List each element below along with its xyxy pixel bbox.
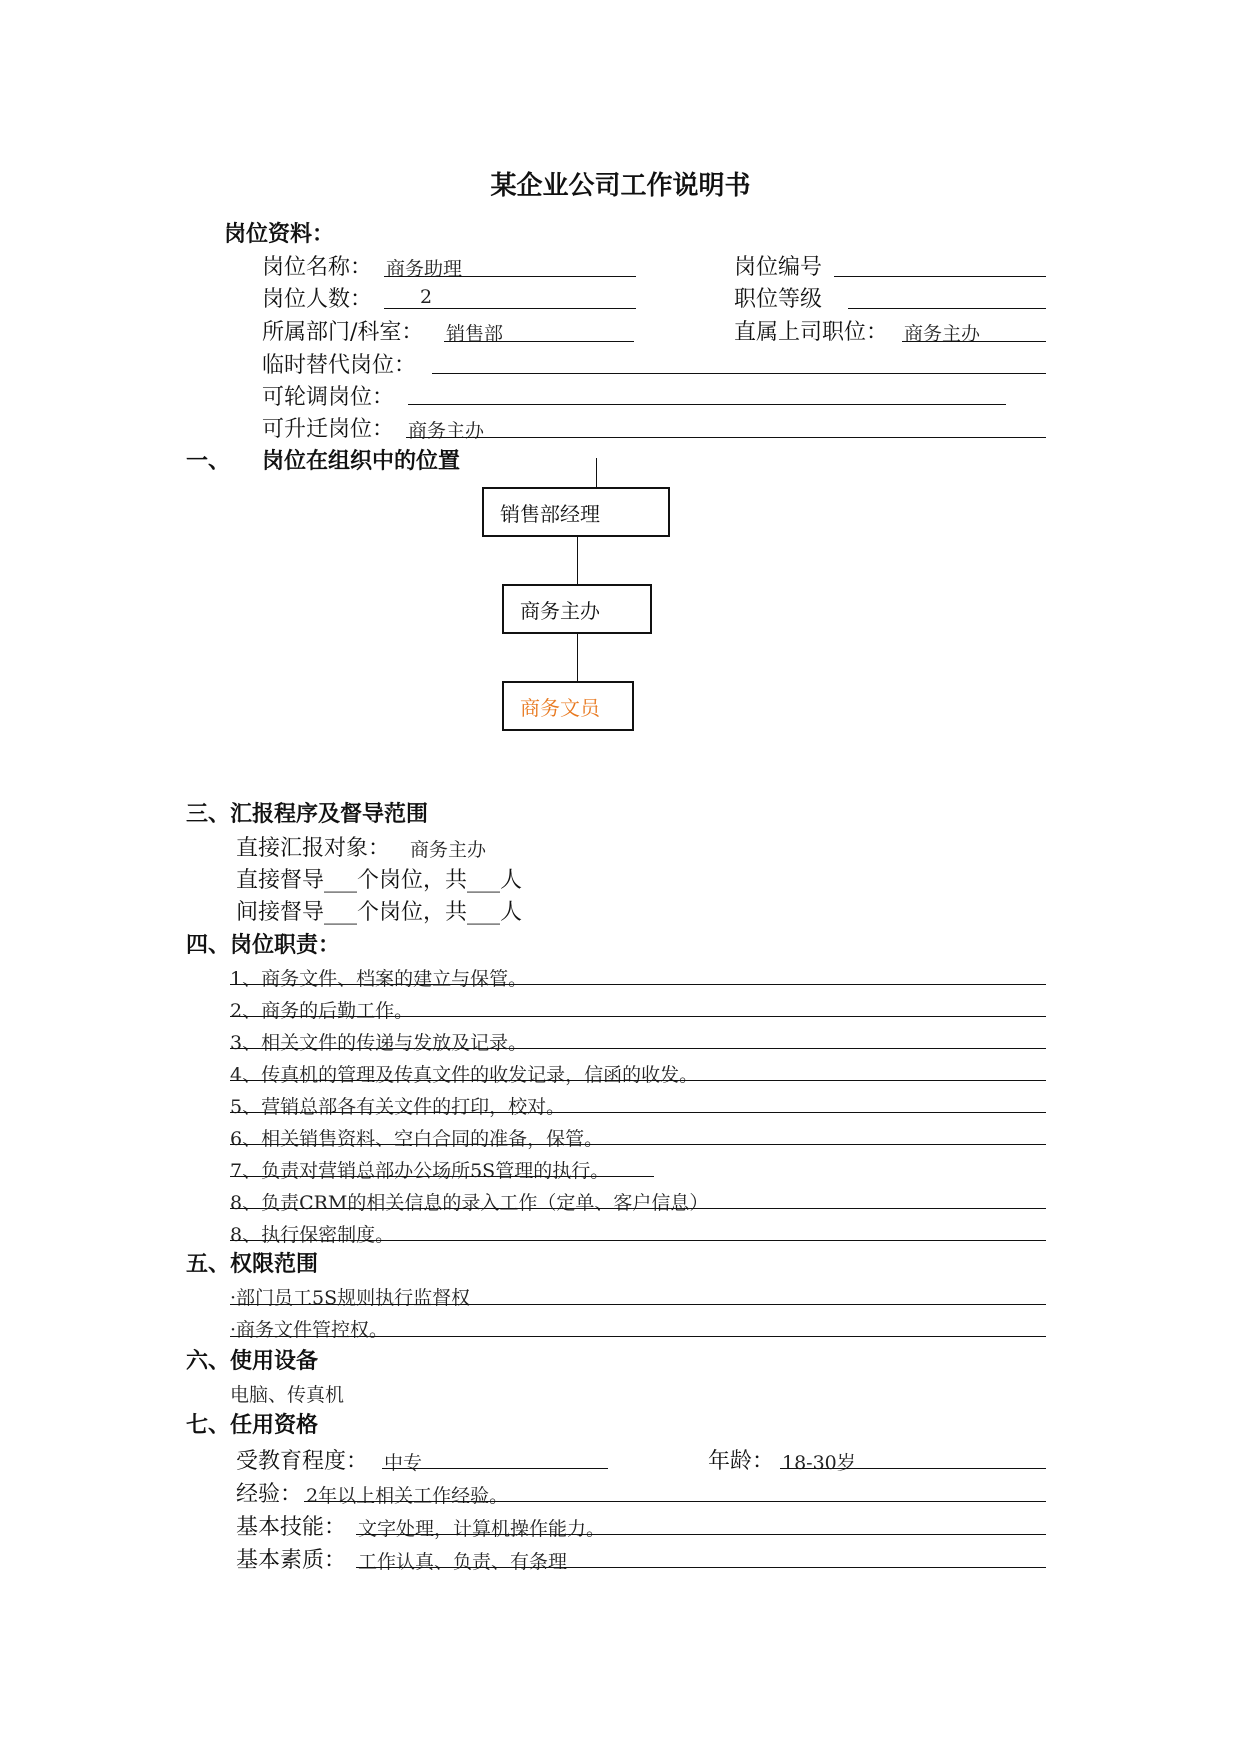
duty-item-underline [230,1112,1046,1113]
duty-item-underline [230,1080,1046,1081]
age-underline [780,1468,1046,1469]
education-value: 中专 [384,1452,423,1474]
direct-supervise-text: 直接督导___个岗位，共___人 [236,868,523,893]
education-label: 受教育程度： [236,1449,369,1474]
org-section-number: 一、 [186,449,231,474]
basic-quality-label: 基本素质： [236,1548,347,1573]
basic-quality-value: 工作认真、负责、有条理 [358,1551,568,1573]
org-connector-lead-to-clerk [577,634,578,682]
department-underline [444,341,634,342]
report-section-heading: 三、汇报程序及督导范围 [186,802,429,827]
education-underline [382,1468,608,1469]
direct-report-label: 直接汇报对象： [236,836,391,861]
duty-item-underline [230,1240,1046,1241]
rotation-label: 可轮调岗位： [262,385,395,410]
duty-item-underline [230,984,1046,985]
authority-item-underline [230,1336,1046,1337]
equipment-value: 电脑、传真机 [230,1384,345,1406]
experience-underline [304,1501,1046,1502]
position-name-label: 岗位名称： [262,255,373,280]
authority-item: ·商务文件管控权。 [230,1319,389,1341]
basic-skill-value: 文字处理，计算机操作能力。 [358,1518,606,1540]
position-name-value: 商务助理 [386,258,463,280]
basic-skill-label: 基本技能： [236,1515,347,1540]
indirect-supervise-text: 间接督导___个岗位，共___人 [236,900,523,925]
temporary-substitute-label: 临时替代岗位： [262,353,417,378]
duty-item: 4、传真机的管理及传真文件的收发记录，信函的收发。 [230,1064,699,1086]
promotion-underline [406,437,1046,438]
duty-item-underline [230,1208,1046,1209]
position-code-label: 岗位编号 [734,255,823,280]
headcount-value: 2 [420,286,433,308]
position-name-underline [384,276,636,277]
grade-label: 职位等级 [734,287,823,312]
age-value: 18-30岁 [782,1452,856,1474]
duty-item: 6、相关销售资料、空白合同的准备，保管。 [230,1128,604,1150]
basic-quality-underline [356,1567,1046,1568]
promotion-label: 可升迁岗位： [262,417,395,442]
duty-item: 8、执行保密制度。 [230,1224,395,1246]
duty-item-underline [230,1048,1046,1049]
headcount-underline [384,308,636,309]
org-box-business-lead: 商务主办 [502,584,652,634]
duty-item-underline [230,1016,1046,1017]
superior-label: 直属上司职位： [734,320,889,345]
duty-item: 5、营销总部各有关文件的打印，校对。 [230,1096,566,1118]
equipment-section-heading: 六、使用设备 [186,1349,319,1374]
superior-underline [902,341,1046,342]
duties-section-heading: 四、岗位职责： [186,933,341,958]
basic-skill-underline [356,1534,1046,1535]
duty-item-underline [230,1144,1046,1145]
experience-value: 2年以上相关工作经验。 [306,1485,509,1507]
promotion-value: 商务主办 [408,420,485,442]
headcount-label: 岗位人数： [262,287,373,312]
authority-item-underline [230,1304,1046,1305]
grade-underline [848,308,1046,309]
temporary-substitute-underline [432,373,1046,374]
rotation-underline [408,404,1006,405]
document-title: 某企业公司工作说明书 [490,171,751,201]
authority-section-heading: 五、权限范围 [186,1252,319,1277]
duty-item: 7、负责对营销总部办公场所5S管理的执行。 [230,1160,610,1182]
basic-info-heading: 岗位资料： [224,222,335,247]
qualification-section-heading: 七、任用资格 [186,1413,319,1438]
department-value: 销售部 [446,323,504,345]
age-label: 年龄： [708,1449,775,1474]
duty-item: 2、商务的后勤工作。 [230,1000,414,1022]
org-section-heading: 岗位在组织中的位置 [262,449,461,474]
position-code-underline [834,276,1046,277]
org-connector-top [596,458,597,488]
experience-label: 经验： [236,1482,303,1507]
superior-value: 商务主办 [904,323,981,345]
department-label: 所属部门/科室： [262,320,424,345]
authority-item: ·部门员工5S规则执行监督权 [230,1287,471,1309]
duty-item: 3、相关文件的传递与发放及记录。 [230,1032,528,1054]
duty-item: 1、商务文件、档案的建立与保管。 [230,968,528,990]
direct-report-value: 商务主办 [410,839,487,861]
org-connector-manager-to-lead [577,537,578,585]
org-box-sales-manager: 销售部经理 [482,487,670,537]
org-box-business-clerk: 商务文员 [502,681,634,731]
duty-item: 8、负责CRM的相关信息的录入工作（定单、客户信息） [230,1192,709,1214]
duty-item-underline [230,1176,654,1177]
